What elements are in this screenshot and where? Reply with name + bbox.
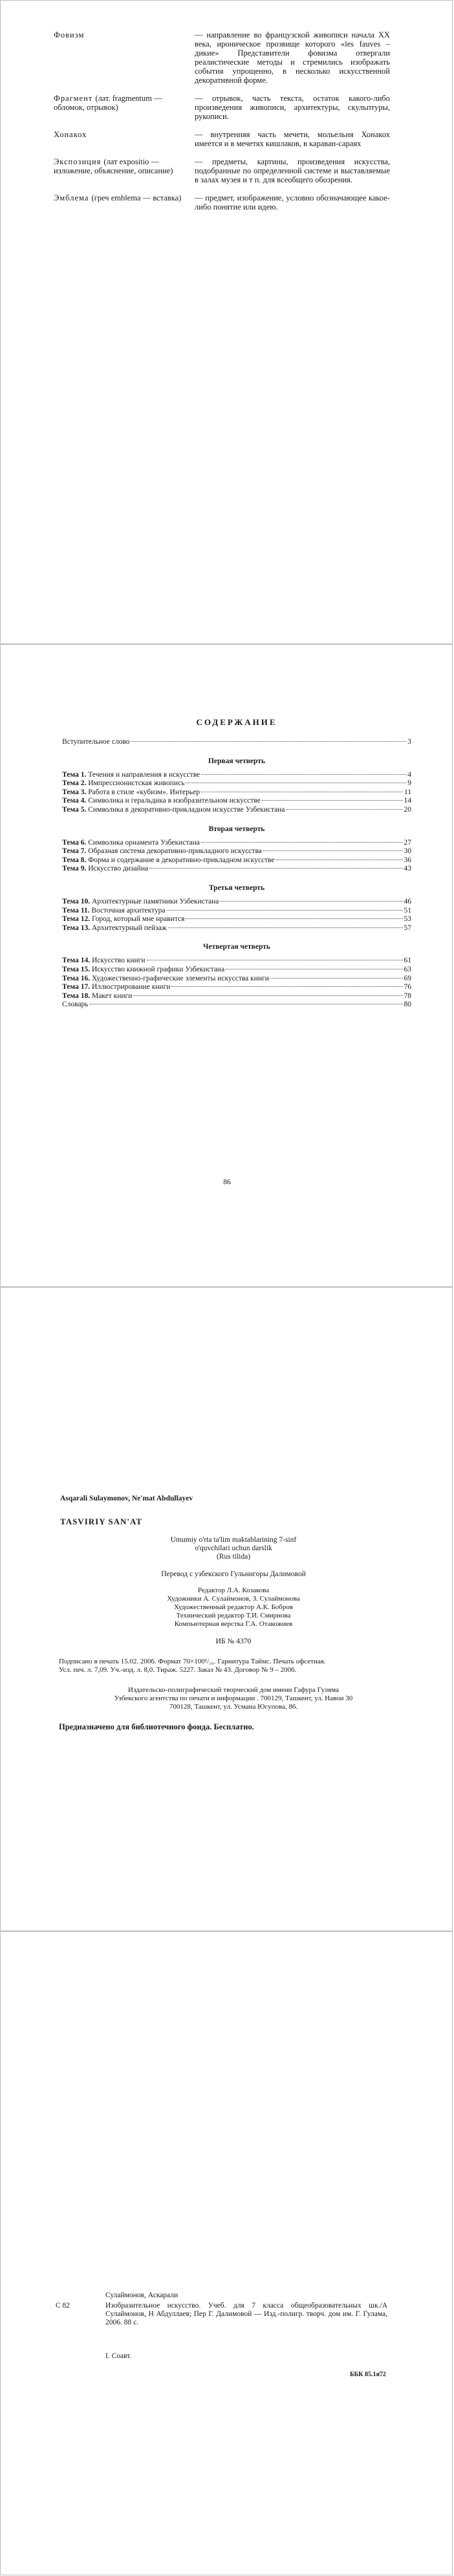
- catalog-subject: I. Соавт.: [105, 2352, 132, 2360]
- toc-page: 69: [404, 974, 411, 982]
- imprint-authors: Asqarali Sulaymonov, Ne'mat Abdullayev: [60, 1495, 193, 1502]
- glossary-term: Фовизм: [54, 30, 85, 39]
- toc-quarters: [62, 757, 411, 1010]
- toc-topic-title: Символика орнамента Узбекистана: [88, 838, 200, 847]
- toc-page: 27: [404, 838, 411, 847]
- glossary-definition: — предметы, картины, произведения искусства, подобранные по определенной системе и выставляемые в залах музея и т п. для всеобщего обозрения.: [195, 157, 390, 184]
- imprint-publisher: Узбекского агентства по печати и информации . 700129, Ташкент, ул. Навои 30: [114, 1694, 353, 1702]
- toc-leader: [201, 774, 406, 775]
- imprint-title: TASVIRIY SAN'AT: [60, 1517, 143, 1526]
- toc-row: [62, 957, 411, 966]
- toc-row: [62, 1001, 411, 1010]
- toc-topic-title: Форма и содержание в декоративно-прикладном искусстве: [88, 856, 275, 864]
- toc-topic-title: Образная система декоративно-прикладного искусства: [88, 847, 262, 856]
- toc-row: [62, 856, 411, 865]
- glossary-entry: [54, 157, 390, 184]
- toc-leader: [286, 809, 403, 810]
- glossary-term-origin: (лат. fragmentum — обломок, отрывок): [54, 94, 162, 112]
- toc-page: 53: [404, 915, 411, 924]
- toc-row-intro: Вступительное слово 3: [62, 738, 411, 746]
- toc-row: [62, 788, 411, 797]
- toc-row: [62, 983, 411, 992]
- toc-quarter-heading: Первая четверть: [208, 757, 266, 765]
- glossary-entry: [54, 193, 390, 211]
- toc-topic-number: Тема 1.: [62, 770, 87, 779]
- toc-topic-number: Тема 18.: [62, 991, 91, 1000]
- toc-leader: [149, 868, 402, 869]
- toc-topic-title: Восточная архитектура: [91, 906, 166, 915]
- glossary-definition: — предмет, изображение, условно обозначающее какое-либо понятие или идею.: [195, 193, 390, 211]
- toc-leader: [168, 927, 403, 928]
- toc-page: 61: [404, 957, 411, 965]
- imprint: [59, 1495, 408, 1731]
- glossary-definition: — отрывок, часть текста, остаток какого-либо произведения живописи, архитектуры, скульптуры, рукописи.: [195, 94, 390, 121]
- imprint-subtitle: o'quvchilari uchun darslik: [195, 1544, 272, 1552]
- catalog-page: [0, 1931, 453, 2575]
- toc-leader: [133, 995, 402, 996]
- toc-row: [62, 992, 411, 1001]
- toc-leader: [220, 901, 402, 902]
- toc-page: 4: [407, 770, 411, 779]
- contents-title: СОДЕРЖАНИЕ: [196, 717, 277, 727]
- imprint-note: Предназначено для библиотечного фонда. Бесплатно.: [59, 1722, 254, 1731]
- toc-quarter-heading: Вторая четверть: [208, 825, 265, 833]
- toc-row: [62, 779, 411, 788]
- glossary: [54, 30, 390, 221]
- imprint-page: [0, 1287, 453, 1931]
- toc-topic-number: Тема 8.: [62, 856, 87, 864]
- toc-topic-title: Искусство книги: [91, 957, 146, 965]
- toc-leader: [270, 978, 403, 979]
- imprint-editor: Редактор Л.А. Козакова: [197, 1586, 270, 1594]
- toc-page: 57: [404, 924, 411, 932]
- toc-row: [62, 907, 411, 916]
- catalog-code: С 82: [56, 2302, 70, 2310]
- glossary-page: [0, 0, 453, 644]
- toc-page: 78: [404, 991, 411, 1000]
- toc-topic-title: Искусство книжной графики Узбекистана: [91, 965, 225, 973]
- toc-leader: [201, 842, 403, 843]
- toc-topic-number: Тема 3.: [62, 788, 87, 796]
- toc-topic-title: Макет книги: [91, 991, 133, 1000]
- page-number: 86: [223, 1178, 231, 1186]
- imprint-layout: Компьютерная верстка Г.А. Отакожиев: [174, 1620, 293, 1628]
- toc-topic-number: Тема 12.: [62, 915, 91, 924]
- toc-leader: [186, 918, 402, 919]
- toc-leader: [262, 800, 403, 801]
- glossary-term-origin: (греч emblema — вставка): [91, 193, 182, 202]
- toc-row: [62, 847, 411, 856]
- imprint-translation: Перевод с узбекского Гульнигоры Далимовой: [161, 1570, 306, 1578]
- toc-topic-number: Тема 14.: [62, 957, 91, 965]
- glossary-term: Экспозиция: [54, 157, 102, 166]
- imprint-publisher: Издательско-полиграфический творческий дом имени Гафура Гуляма: [128, 1686, 339, 1694]
- glossary-entry: [54, 94, 390, 121]
- toc-topic-number: Тема 13.: [62, 924, 91, 932]
- toc-page: 80: [404, 1001, 411, 1009]
- toc-topic-title: Импрессионистская живопись: [88, 779, 185, 788]
- toc-page: 51: [404, 906, 411, 915]
- toc-topic-title: Символика в декоративно-прикладном искусстве Узбекистана: [88, 805, 285, 814]
- toc-leader: [167, 910, 403, 911]
- glossary-entry: [54, 130, 390, 148]
- toc-page: 76: [404, 983, 411, 991]
- imprint-tech-editor: Технический редактор Т.И. Смирнова: [176, 1612, 291, 1619]
- toc-page: 43: [404, 865, 411, 873]
- toc-topic-number: Тема 15.: [62, 965, 91, 973]
- imprint-ib: ИБ № 4370: [215, 1638, 252, 1645]
- glossary-definition: — направление во французской живописи начала XX века, ироническое прозвище которого «les fauves – дикие» Представители фовизма отвергали реалистические методы и стремились изображать события упрощенно, в несколько искусственной декоративной форме.: [195, 30, 390, 85]
- toc-row: [62, 966, 411, 975]
- imprint-print-info: Усл. печ. л. 7,09. Уч.-изд. л. 8,0. Тираж. 5227. Заказ № 43. Договор № 9 – 2006.: [59, 1666, 297, 1674]
- catalog-card: [1, 1932, 453, 2576]
- toc-topic-number: Тема 11.: [62, 906, 90, 915]
- toc-row: [62, 839, 411, 848]
- toc-page: 14: [404, 797, 411, 805]
- toc-topic-number: Тема 16.: [62, 974, 91, 982]
- toc-topic-title: Архитектурные памятники Узбекистана: [91, 897, 219, 905]
- toc-row: [62, 771, 411, 780]
- toc-topic-number: Тема 10.: [62, 897, 91, 905]
- toc-topic-title: Город, который мне нравится: [91, 915, 185, 924]
- toc-page: 63: [404, 965, 411, 973]
- toc-topic-number: Тема 5.: [62, 805, 87, 814]
- toc-leader: [263, 850, 403, 851]
- toc-row: [62, 865, 411, 874]
- toc-topic-title: Иллюстрирование книги: [91, 983, 171, 991]
- toc-topic-title: Работа в стиле «кубизм». Интерьер: [88, 788, 200, 796]
- glossary-term: Хонакох: [54, 130, 87, 139]
- toc-topic-title: Архитектурный пейзаж: [91, 924, 167, 932]
- imprint-publisher: 700128, Ташкент, ул. Усмана Юсупова, 86.: [169, 1703, 298, 1711]
- contents-page: [0, 644, 453, 1287]
- toc-quarter-heading: Третья четверть: [208, 883, 265, 892]
- toc-topic-number: Тема 6.: [62, 838, 87, 847]
- imprint-subtitle: Umumiy o'rta ta'lim maktablarining 7-sinf: [170, 1536, 297, 1544]
- toc-row: [62, 915, 411, 924]
- imprint-art-editor: Художественный редактор А.К. Бобров: [173, 1603, 294, 1611]
- glossary-definition: — внутренняя часть мечети, мольельня Хонакох имеется и в мечетях кишлаков, в караван-сараях: [195, 130, 390, 148]
- toc-topic-number: Тема 9.: [62, 865, 87, 873]
- toc-page: 36: [404, 856, 411, 864]
- toc-leader: [171, 986, 402, 987]
- toc-topic-number: Тема 17.: [62, 983, 91, 991]
- table-of-contents: [62, 717, 411, 1010]
- catalog-author: Сулаймонов, Аскарали: [105, 2291, 178, 2299]
- glossary-term: Фрагмент: [54, 94, 93, 103]
- toc-topic-title: Словарь: [62, 1001, 89, 1009]
- toc-row: [62, 806, 411, 815]
- toc-page: 20: [404, 805, 411, 814]
- toc-topic-title: Течения и направления в искусстве: [88, 770, 200, 779]
- catalog-bbk: ББК 85.1я72: [350, 2371, 386, 2378]
- toc-topic-title: Символика и геральдика в изобразительном искусстве: [88, 797, 261, 805]
- toc-row: [62, 924, 411, 933]
- glossary-term-origin: (лат expositio — изложение, объяснение, описание): [54, 157, 173, 175]
- catalog-description: Изобразительное искусство. Учеб. для 7 класса общеобразовательных шк./А Сулаймонов, Н Абдуллаев; Пер Г. Далимовой — Изд.-полигр. творч. дом им. Г. Гулама, 2006. 88 с.: [105, 2302, 387, 2326]
- toc-topic-number: Тема 4.: [62, 797, 87, 805]
- toc-page: 46: [404, 897, 411, 905]
- toc-row: [62, 797, 411, 806]
- imprint-language: (Rus tilida): [216, 1553, 251, 1561]
- toc-page: 30: [404, 847, 411, 856]
- glossary-entry: [54, 30, 390, 85]
- imprint-artists: Художники А. Сулаймонов, З. Сулаймонова: [167, 1595, 300, 1603]
- toc-topic-number: Тема 7.: [62, 847, 87, 856]
- toc-row: [62, 898, 411, 907]
- toc-topic-title: Искусство дизайна: [88, 865, 149, 873]
- toc-quarter-heading: Четвертая четверть: [203, 943, 270, 951]
- toc-row: [62, 975, 411, 984]
- toc-page: 11: [404, 788, 411, 796]
- toc-topic-number: Тема 2.: [62, 779, 87, 788]
- toc-page: 9: [407, 779, 411, 788]
- imprint-print-info: Подписано в печать 15.02. 2006. Формат 70×100¹/₁₆. Гарнитура Таймс. Печать офсетная.: [59, 1658, 326, 1665]
- glossary-term: Эмблема: [54, 193, 89, 202]
- toc-topic-title: Художественно-графические элементы искусства книги: [91, 974, 269, 982]
